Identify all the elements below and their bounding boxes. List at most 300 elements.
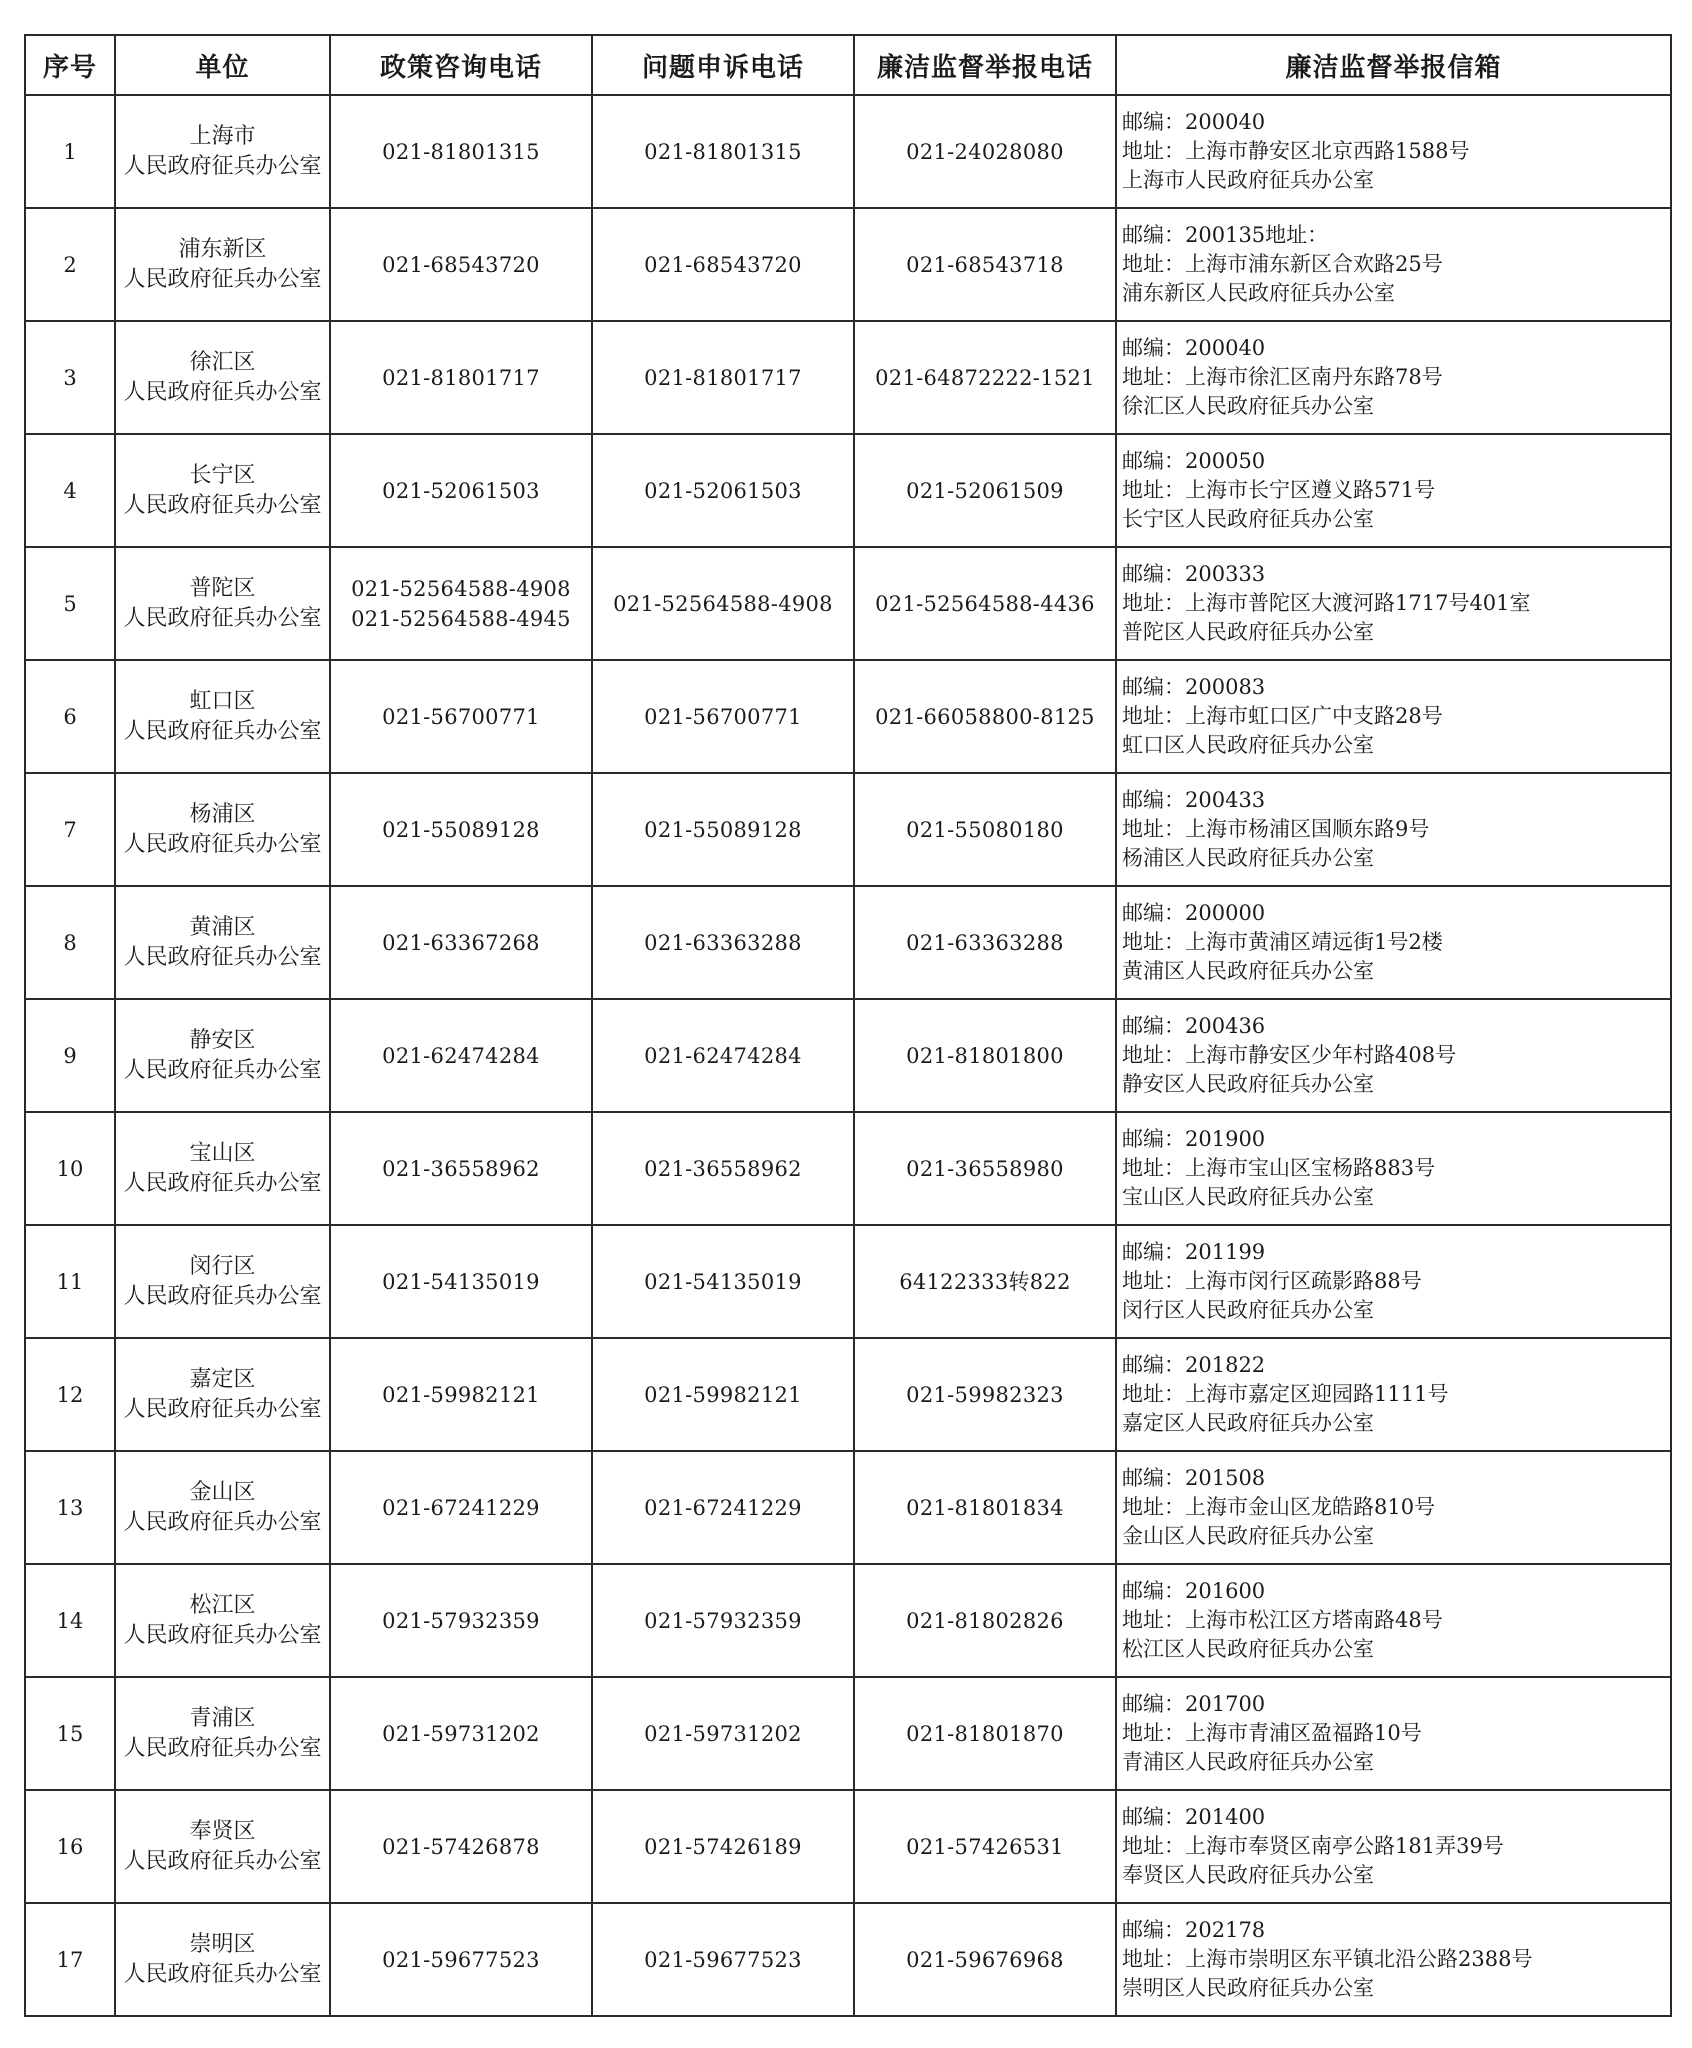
postcode-line — [1122, 1125, 1670, 1154]
policy-phone-number: 021-55089128 — [382, 817, 540, 842]
unit-cell — [115, 660, 330, 773]
row-serial-number: 16 — [25, 1790, 115, 1903]
table-row — [25, 1451, 1671, 1564]
postcode-value: 202178 — [1185, 1918, 1266, 1942]
address-line — [1122, 1154, 1670, 1183]
header-report-mailbox: 廉洁监督举报信箱 — [1116, 35, 1671, 95]
postcode-line — [1122, 1916, 1670, 1945]
report-phone-cell: 021-64872222-1521 — [854, 321, 1116, 434]
row-serial-number: 17 — [25, 1903, 115, 2016]
address-value: 上海市虹口区广中支路28号 — [1185, 704, 1443, 728]
postcode-label: 邮编： — [1122, 1692, 1185, 1716]
policy-phone-cell — [330, 660, 592, 773]
unit-area: 青浦区 — [189, 1705, 256, 1731]
table-row — [25, 1112, 1671, 1225]
postcode-label: 邮编： — [1122, 223, 1185, 247]
recipient-line: 崇明区人民政府征兵办公室 — [1122, 1976, 1374, 2000]
policy-phone-number: 021-52564588-4908 — [351, 576, 571, 601]
address-line — [1122, 1606, 1670, 1635]
report-phone-cell: 021-81801800 — [854, 999, 1116, 1112]
address-line — [1122, 815, 1670, 844]
postcode-line — [1122, 1351, 1670, 1380]
address-value: 上海市奉贤区南亭公路181弄39号 — [1185, 1834, 1504, 1858]
row-serial-number: 6 — [25, 660, 115, 773]
policy-phone-cell — [330, 1564, 592, 1677]
unit-cell — [115, 999, 330, 1112]
address-value: 上海市杨浦区国顺东路9号 — [1185, 817, 1430, 841]
unit-office: 人民政府征兵办公室 — [123, 1622, 322, 1648]
unit-office: 人民政府征兵办公室 — [123, 605, 322, 631]
unit-area: 杨浦区 — [189, 801, 256, 827]
unit-office: 人民政府征兵办公室 — [123, 1057, 322, 1083]
address-line — [1122, 137, 1670, 166]
postcode-line — [1122, 1690, 1670, 1719]
report-phone-cell: 021-59982323 — [854, 1338, 1116, 1451]
appeal-phone-cell: 021-81801717 — [592, 321, 854, 434]
unit-area: 长宁区 — [189, 462, 256, 488]
appeal-phone-cell: 021-62474284 — [592, 999, 854, 1112]
policy-phone-cell — [330, 321, 592, 434]
unit-office: 人民政府征兵办公室 — [123, 1735, 322, 1761]
address-value: 上海市青浦区盈福路10号 — [1185, 1721, 1422, 1745]
address-value: 上海市黄浦区靖远街1号2楼 — [1185, 930, 1443, 954]
address-line — [1122, 1945, 1670, 1974]
address-line — [1122, 928, 1670, 957]
unit-cell — [115, 1790, 330, 1903]
policy-phone-number: 021-57932359 — [382, 1608, 540, 1633]
postcode-value: 201600 — [1185, 1579, 1266, 1603]
address-label: 地址： — [1122, 478, 1185, 502]
postcode-value: 201700 — [1185, 1692, 1266, 1716]
address-label: 地址： — [1122, 1043, 1185, 1067]
address-line — [1122, 250, 1670, 279]
unit-area: 黄浦区 — [189, 914, 256, 940]
policy-phone-number: 021-81801717 — [382, 365, 540, 390]
row-serial-number: 2 — [25, 208, 115, 321]
postcode-line — [1122, 1803, 1670, 1832]
unit-area: 宝山区 — [189, 1140, 256, 1166]
address-line — [1122, 1493, 1670, 1522]
table-row — [25, 321, 1671, 434]
address-line — [1122, 1267, 1670, 1296]
report-mailbox-cell — [1116, 208, 1671, 321]
report-mailbox-cell — [1116, 1338, 1671, 1451]
address-label: 地址： — [1122, 139, 1185, 163]
unit-area: 徐汇区 — [189, 349, 256, 375]
table-row — [25, 773, 1671, 886]
policy-phone-cell — [330, 1903, 592, 2016]
postcode-value: 200000 — [1185, 901, 1266, 925]
unit-area: 奉贤区 — [189, 1818, 256, 1844]
address-label: 地址： — [1122, 1721, 1185, 1745]
unit-area: 松江区 — [189, 1592, 256, 1618]
recipient-line: 黄浦区人民政府征兵办公室 — [1122, 959, 1374, 983]
postcode-value: 200433 — [1185, 788, 1266, 812]
postcode-value: 200040 — [1185, 336, 1266, 360]
row-serial-number: 11 — [25, 1225, 115, 1338]
postcode-label: 邮编： — [1122, 1240, 1185, 1264]
appeal-phone-cell: 021-63363288 — [592, 886, 854, 999]
policy-phone-number: 021-52061503 — [382, 478, 540, 503]
address-label: 地址： — [1122, 930, 1185, 954]
report-phone-cell: 021-52564588-4436 — [854, 547, 1116, 660]
report-mailbox-cell — [1116, 1564, 1671, 1677]
row-serial-number: 7 — [25, 773, 115, 886]
report-phone-cell: 021-57426531 — [854, 1790, 1116, 1903]
policy-phone-number: 021-56700771 — [382, 704, 540, 729]
policy-phone-cell — [330, 1112, 592, 1225]
policy-phone-number: 021-59982121 — [382, 1382, 540, 1407]
unit-cell — [115, 1903, 330, 2016]
policy-phone-cell — [330, 773, 592, 886]
address-label: 地址： — [1122, 1834, 1185, 1858]
postcode-value: 200436 — [1185, 1014, 1266, 1038]
report-phone-cell: 021-55080180 — [854, 773, 1116, 886]
policy-phone-number: 021-52564588-4945 — [351, 606, 571, 631]
header-report-phone: 廉洁监督举报电话 — [854, 35, 1116, 95]
recipient-line: 青浦区人民政府征兵办公室 — [1122, 1750, 1374, 1774]
row-serial-number: 4 — [25, 434, 115, 547]
unit-area: 嘉定区 — [189, 1366, 256, 1392]
contact-table-sheet — [24, 34, 1670, 2017]
postcode-line — [1122, 673, 1670, 702]
address-label: 地址： — [1122, 252, 1185, 276]
unit-cell — [115, 434, 330, 547]
unit-office: 人民政府征兵办公室 — [123, 944, 322, 970]
unit-office: 人民政府征兵办公室 — [123, 1961, 322, 1987]
postcode-line — [1122, 1238, 1670, 1267]
table-row — [25, 886, 1671, 999]
postcode-label: 邮编： — [1122, 336, 1185, 360]
row-serial-number: 12 — [25, 1338, 115, 1451]
address-line — [1122, 363, 1670, 392]
appeal-phone-cell: 021-59677523 — [592, 1903, 854, 2016]
policy-phone-cell — [330, 208, 592, 321]
recipient-line: 松江区人民政府征兵办公室 — [1122, 1637, 1374, 1661]
unit-office: 人民政府征兵办公室 — [123, 1396, 322, 1422]
address-label: 地址： — [1122, 1947, 1185, 1971]
unit-cell — [115, 1338, 330, 1451]
recipient-line: 普陀区人民政府征兵办公室 — [1122, 620, 1374, 644]
policy-phone-number: 021-81801315 — [382, 139, 540, 164]
postcode-line — [1122, 786, 1670, 815]
postcode-line — [1122, 447, 1670, 476]
postcode-value: 200083 — [1185, 675, 1266, 699]
contact-table — [24, 34, 1672, 2017]
report-phone-cell: 64122333转822 — [854, 1225, 1116, 1338]
unit-office: 人民政府征兵办公室 — [123, 718, 322, 744]
postcode-label: 邮编： — [1122, 1127, 1185, 1151]
address-value: 上海市松江区方塔南路48号 — [1185, 1608, 1443, 1632]
recipient-line: 嘉定区人民政府征兵办公室 — [1122, 1411, 1374, 1435]
report-mailbox-cell — [1116, 321, 1671, 434]
unit-cell — [115, 1225, 330, 1338]
postcode-value: 201199 — [1185, 1240, 1266, 1264]
unit-office: 人民政府征兵办公室 — [123, 492, 322, 518]
postcode-line — [1122, 108, 1670, 137]
appeal-phone-cell: 021-52564588-4908 — [592, 547, 854, 660]
postcode-value: 200050 — [1185, 449, 1266, 473]
report-mailbox-cell — [1116, 886, 1671, 999]
report-mailbox-cell — [1116, 1677, 1671, 1790]
appeal-phone-cell: 021-57932359 — [592, 1564, 854, 1677]
address-label: 地址： — [1122, 365, 1185, 389]
recipient-line: 宝山区人民政府征兵办公室 — [1122, 1185, 1374, 1209]
unit-cell — [115, 95, 330, 208]
appeal-phone-cell: 021-68543720 — [592, 208, 854, 321]
table-row — [25, 1338, 1671, 1451]
unit-cell — [115, 547, 330, 660]
address-label: 地址： — [1122, 591, 1185, 615]
policy-phone-number: 021-68543720 — [382, 252, 540, 277]
row-serial-number: 13 — [25, 1451, 115, 1564]
postcode-line — [1122, 899, 1670, 928]
report-mailbox-cell — [1116, 1225, 1671, 1338]
report-phone-cell: 021-52061509 — [854, 434, 1116, 547]
report-mailbox-cell — [1116, 1903, 1671, 2016]
address-value: 上海市静安区北京西路1588号 — [1185, 139, 1470, 163]
row-serial-number: 9 — [25, 999, 115, 1112]
unit-cell — [115, 773, 330, 886]
postcode-value: 201508 — [1185, 1466, 1266, 1490]
report-phone-cell: 021-66058800-8125 — [854, 660, 1116, 773]
postcode-label: 邮编： — [1122, 110, 1185, 134]
unit-area: 虹口区 — [189, 688, 256, 714]
postcode-line — [1122, 1012, 1670, 1041]
policy-phone-number: 021-36558962 — [382, 1156, 540, 1181]
postcode-label: 邮编： — [1122, 788, 1185, 812]
policy-phone-cell — [330, 434, 592, 547]
policy-phone-number: 021-63367268 — [382, 930, 540, 955]
report-mailbox-cell — [1116, 773, 1671, 886]
policy-phone-cell — [330, 1225, 592, 1338]
header-policy-phone: 政策咨询电话 — [330, 35, 592, 95]
policy-phone-number: 021-59677523 — [382, 1947, 540, 1972]
address-line — [1122, 1041, 1670, 1070]
table-row — [25, 1564, 1671, 1677]
address-line — [1122, 702, 1670, 731]
unit-cell — [115, 1677, 330, 1790]
address-label: 地址： — [1122, 817, 1185, 841]
postcode-value: 200135地址： — [1185, 223, 1329, 247]
policy-phone-cell — [330, 1338, 592, 1451]
unit-area: 金山区 — [189, 1479, 256, 1505]
policy-phone-number: 021-67241229 — [382, 1495, 540, 1520]
unit-cell — [115, 886, 330, 999]
report-phone-cell: 021-81801870 — [854, 1677, 1116, 1790]
postcode-label: 邮编： — [1122, 1805, 1185, 1829]
postcode-label: 邮编： — [1122, 901, 1185, 925]
header-serial-number: 序号 — [25, 35, 115, 95]
table-row — [25, 1790, 1671, 1903]
unit-office: 人民政府征兵办公室 — [123, 153, 322, 179]
unit-office: 人民政府征兵办公室 — [123, 266, 322, 292]
report-phone-cell: 021-24028080 — [854, 95, 1116, 208]
report-phone-cell: 021-68543718 — [854, 208, 1116, 321]
header-appeal-phone: 问题申诉电话 — [592, 35, 854, 95]
postcode-label: 邮编： — [1122, 1353, 1185, 1377]
postcode-label: 邮编： — [1122, 1014, 1185, 1038]
appeal-phone-cell: 021-57426189 — [592, 1790, 854, 1903]
report-mailbox-cell — [1116, 660, 1671, 773]
postcode-line — [1122, 560, 1670, 589]
report-phone-cell: 021-36558980 — [854, 1112, 1116, 1225]
appeal-phone-cell: 021-67241229 — [592, 1451, 854, 1564]
policy-phone-cell — [330, 1790, 592, 1903]
address-value: 上海市徐汇区南丹东路78号 — [1185, 365, 1443, 389]
recipient-line: 长宁区人民政府征兵办公室 — [1122, 507, 1374, 531]
postcode-label: 邮编： — [1122, 562, 1185, 586]
row-serial-number: 1 — [25, 95, 115, 208]
report-mailbox-cell — [1116, 1112, 1671, 1225]
unit-office: 人民政府征兵办公室 — [123, 831, 322, 857]
report-mailbox-cell — [1116, 1790, 1671, 1903]
appeal-phone-cell: 021-54135019 — [592, 1225, 854, 1338]
row-serial-number: 14 — [25, 1564, 115, 1677]
report-mailbox-cell — [1116, 434, 1671, 547]
table-row — [25, 1225, 1671, 1338]
address-line — [1122, 1719, 1670, 1748]
table-row — [25, 1677, 1671, 1790]
policy-phone-cell — [330, 1677, 592, 1790]
table-row — [25, 1903, 1671, 2016]
policy-phone-cell — [330, 999, 592, 1112]
address-value: 上海市宝山区宝杨路883号 — [1185, 1156, 1436, 1180]
postcode-value: 200040 — [1185, 110, 1266, 134]
header-unit: 单位 — [115, 35, 330, 95]
unit-cell — [115, 321, 330, 434]
address-line — [1122, 589, 1670, 618]
policy-phone-cell — [330, 1451, 592, 1564]
appeal-phone-cell: 021-56700771 — [592, 660, 854, 773]
report-mailbox-cell — [1116, 95, 1671, 208]
table-header — [25, 35, 1671, 95]
appeal-phone-cell: 021-81801315 — [592, 95, 854, 208]
policy-phone-number: 021-57426878 — [382, 1834, 540, 1859]
postcode-label: 邮编： — [1122, 1579, 1185, 1603]
unit-area: 浦东新区 — [178, 236, 267, 262]
unit-area: 普陀区 — [189, 575, 256, 601]
table-row — [25, 999, 1671, 1112]
postcode-value: 201400 — [1185, 1805, 1266, 1829]
recipient-line: 虹口区人民政府征兵办公室 — [1122, 733, 1374, 757]
address-value: 上海市崇明区东平镇北沿公路2388号 — [1185, 1947, 1533, 1971]
unit-cell — [115, 1112, 330, 1225]
table-row — [25, 208, 1671, 321]
postcode-value: 201822 — [1185, 1353, 1266, 1377]
appeal-phone-cell: 021-36558962 — [592, 1112, 854, 1225]
postcode-line — [1122, 221, 1670, 250]
postcode-line — [1122, 1577, 1670, 1606]
address-label: 地址： — [1122, 1269, 1185, 1293]
unit-area: 闵行区 — [189, 1253, 256, 1279]
table-row — [25, 95, 1671, 208]
recipient-line: 浦东新区人民政府征兵办公室 — [1122, 281, 1395, 305]
unit-cell — [115, 208, 330, 321]
address-label: 地址： — [1122, 1495, 1185, 1519]
report-mailbox-cell — [1116, 999, 1671, 1112]
address-line — [1122, 476, 1670, 505]
row-serial-number: 10 — [25, 1112, 115, 1225]
unit-office: 人民政府征兵办公室 — [123, 379, 322, 405]
appeal-phone-cell: 021-59982121 — [592, 1338, 854, 1451]
unit-area: 崇明区 — [189, 1931, 256, 1957]
policy-phone-number: 021-54135019 — [382, 1269, 540, 1294]
report-mailbox-cell — [1116, 1451, 1671, 1564]
postcode-line — [1122, 334, 1670, 363]
table-row — [25, 660, 1671, 773]
report-mailbox-cell — [1116, 547, 1671, 660]
policy-phone-number: 021-59731202 — [382, 1721, 540, 1746]
postcode-label: 邮编： — [1122, 449, 1185, 473]
report-phone-cell: 021-81801834 — [854, 1451, 1116, 1564]
recipient-line: 奉贤区人民政府征兵办公室 — [1122, 1863, 1374, 1887]
postcode-value: 200333 — [1185, 562, 1266, 586]
appeal-phone-cell: 021-52061503 — [592, 434, 854, 547]
header-row — [25, 35, 1671, 95]
row-serial-number: 5 — [25, 547, 115, 660]
address-line — [1122, 1832, 1670, 1861]
address-value: 上海市静安区少年村路408号 — [1185, 1043, 1457, 1067]
address-label: 地址： — [1122, 704, 1185, 728]
row-serial-number: 15 — [25, 1677, 115, 1790]
postcode-label: 邮编： — [1122, 1466, 1185, 1490]
address-value: 上海市金山区龙皓路810号 — [1185, 1495, 1436, 1519]
table-row — [25, 434, 1671, 547]
postcode-line — [1122, 1464, 1670, 1493]
recipient-line: 闵行区人民政府征兵办公室 — [1122, 1298, 1374, 1322]
recipient-line: 上海市人民政府征兵办公室 — [1122, 168, 1374, 192]
table-body — [25, 95, 1671, 2016]
postcode-label: 邮编： — [1122, 1918, 1185, 1942]
row-serial-number: 8 — [25, 886, 115, 999]
policy-phone-cell — [330, 95, 592, 208]
appeal-phone-cell: 021-55089128 — [592, 773, 854, 886]
recipient-line: 杨浦区人民政府征兵办公室 — [1122, 846, 1374, 870]
address-value: 上海市嘉定区迎园路1111号 — [1185, 1382, 1449, 1406]
address-value: 上海市浦东新区合欢路25号 — [1185, 252, 1443, 276]
address-label: 地址： — [1122, 1382, 1185, 1406]
report-phone-cell: 021-59676968 — [854, 1903, 1116, 2016]
address-label: 地址： — [1122, 1608, 1185, 1632]
unit-area: 上海市 — [189, 123, 256, 149]
report-phone-cell: 021-81802826 — [854, 1564, 1116, 1677]
policy-phone-number: 021-62474284 — [382, 1043, 540, 1068]
recipient-line: 徐汇区人民政府征兵办公室 — [1122, 394, 1374, 418]
row-serial-number: 3 — [25, 321, 115, 434]
report-phone-cell: 021-63363288 — [854, 886, 1116, 999]
table-row — [25, 547, 1671, 660]
postcode-label: 邮编： — [1122, 675, 1185, 699]
unit-office: 人民政府征兵办公室 — [123, 1283, 322, 1309]
unit-cell — [115, 1564, 330, 1677]
unit-cell — [115, 1451, 330, 1564]
recipient-line: 静安区人民政府征兵办公室 — [1122, 1072, 1374, 1096]
postcode-value: 201900 — [1185, 1127, 1266, 1151]
unit-office: 人民政府征兵办公室 — [123, 1170, 322, 1196]
address-line — [1122, 1380, 1670, 1409]
unit-office: 人民政府征兵办公室 — [123, 1509, 322, 1535]
policy-phone-cell — [330, 886, 592, 999]
address-value: 上海市闵行区疏影路88号 — [1185, 1269, 1422, 1293]
unit-office: 人民政府征兵办公室 — [123, 1848, 322, 1874]
address-value: 上海市普陀区大渡河路1717号401室 — [1185, 591, 1531, 615]
address-value: 上海市长宁区遵义路571号 — [1185, 478, 1436, 502]
appeal-phone-cell: 021-59731202 — [592, 1677, 854, 1790]
address-label: 地址： — [1122, 1156, 1185, 1180]
unit-area: 静安区 — [189, 1027, 256, 1053]
policy-phone-cell — [330, 547, 592, 660]
